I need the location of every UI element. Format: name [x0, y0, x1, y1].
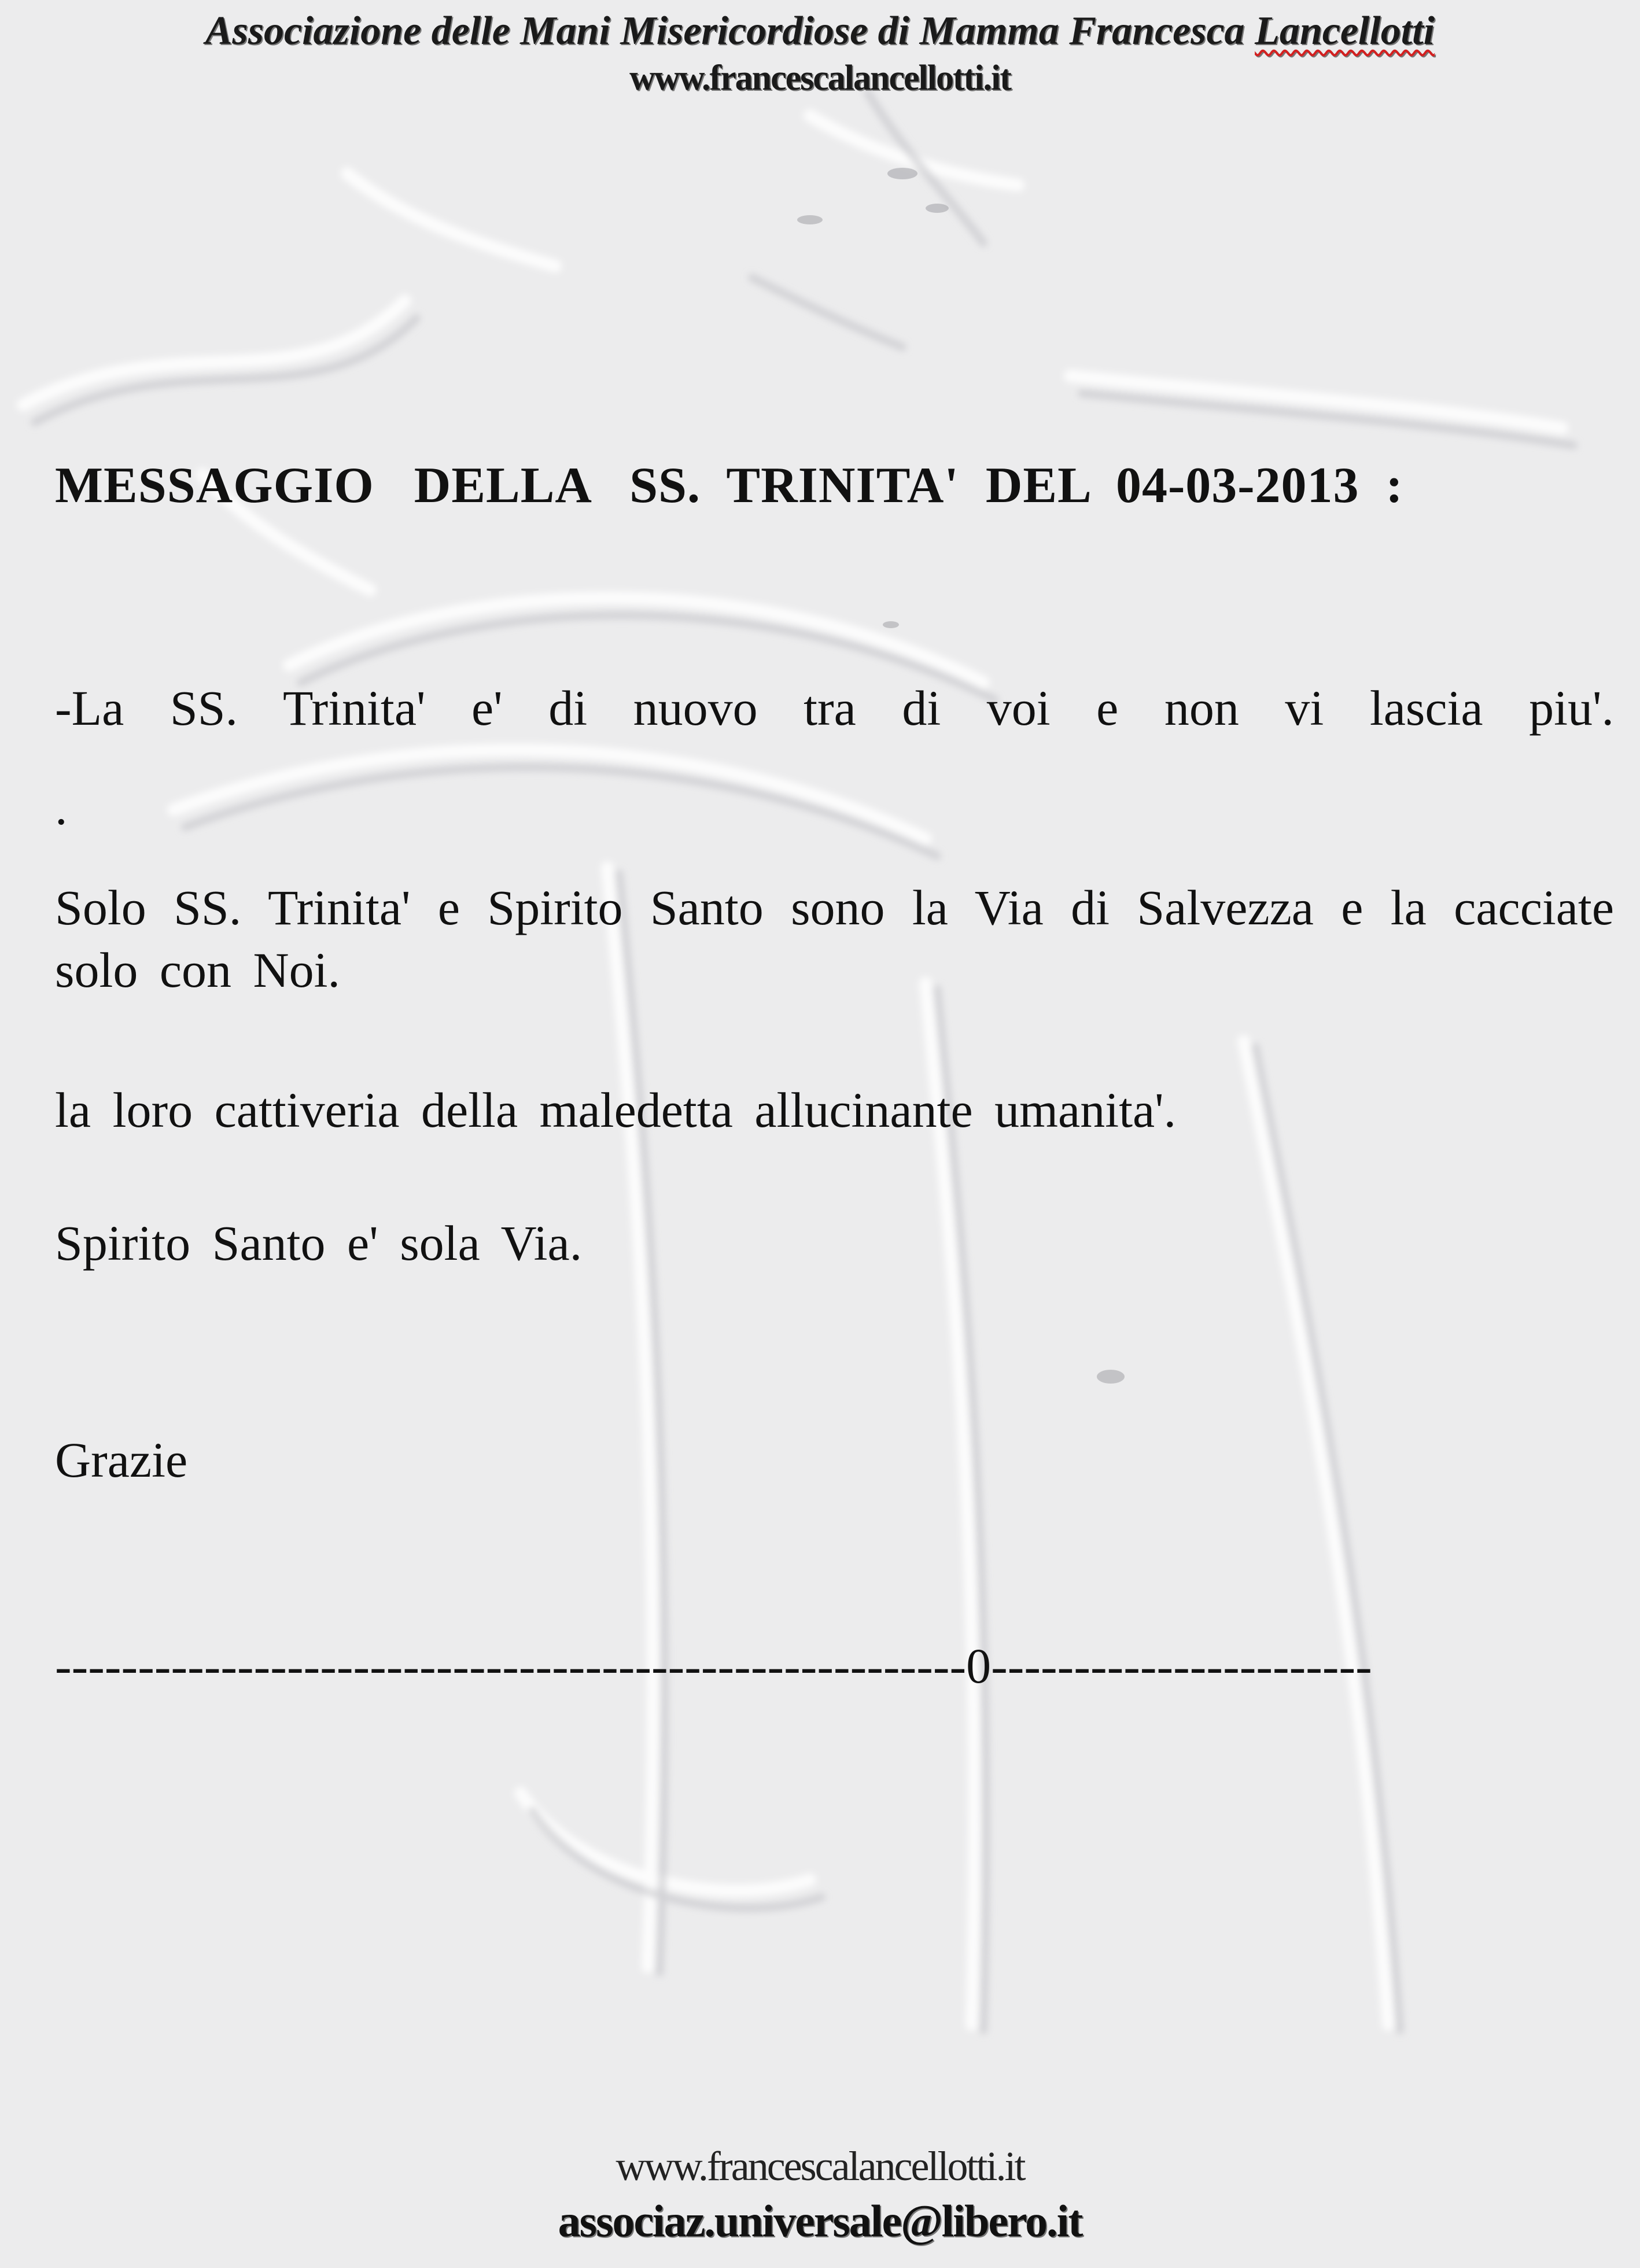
footer-email: associaz.universale@libero.it [558, 2196, 1082, 2246]
association-name-main: Associazione delle Mani Misericordiose di Mamma Francesca [205, 9, 1245, 53]
header-website: www.francescalancellotti.it [629, 58, 1011, 98]
message-body [55, 457, 1614, 1488]
message-title: MESSAGGIO DELLA SS. TRINITA' DEL 04-03-2013 : [55, 458, 1403, 514]
association-surname: Lancellotti [1255, 9, 1435, 53]
message-paragraph-3: la loro cattiveria della maledetta allucinante umanita'. [55, 1082, 1177, 1138]
message-paragraph-4: Spirito Santo e' sola Via. [55, 1215, 583, 1271]
footer [0, 2140, 1640, 2250]
message-paragraph-dot: . [55, 780, 68, 835]
association-name [0, 5, 1640, 58]
message-paragraph-2: Solo SS. Trinita' e Spirito Santo sono la Via di Salvezza e la cacciate solo con Noi. [55, 880, 1614, 998]
footer-website: www.francescalancellotti.it [616, 2143, 1024, 2189]
message-paragraph-1: -La SS. Trinita' e' di nuovo tra di voi e non vi lascia piu'. [55, 680, 1614, 736]
separator-line: -------------------------------------------------------0----------------------- [55, 1638, 1372, 1694]
letterhead [0, 5, 1640, 98]
message-closing: Grazie [55, 1432, 188, 1488]
